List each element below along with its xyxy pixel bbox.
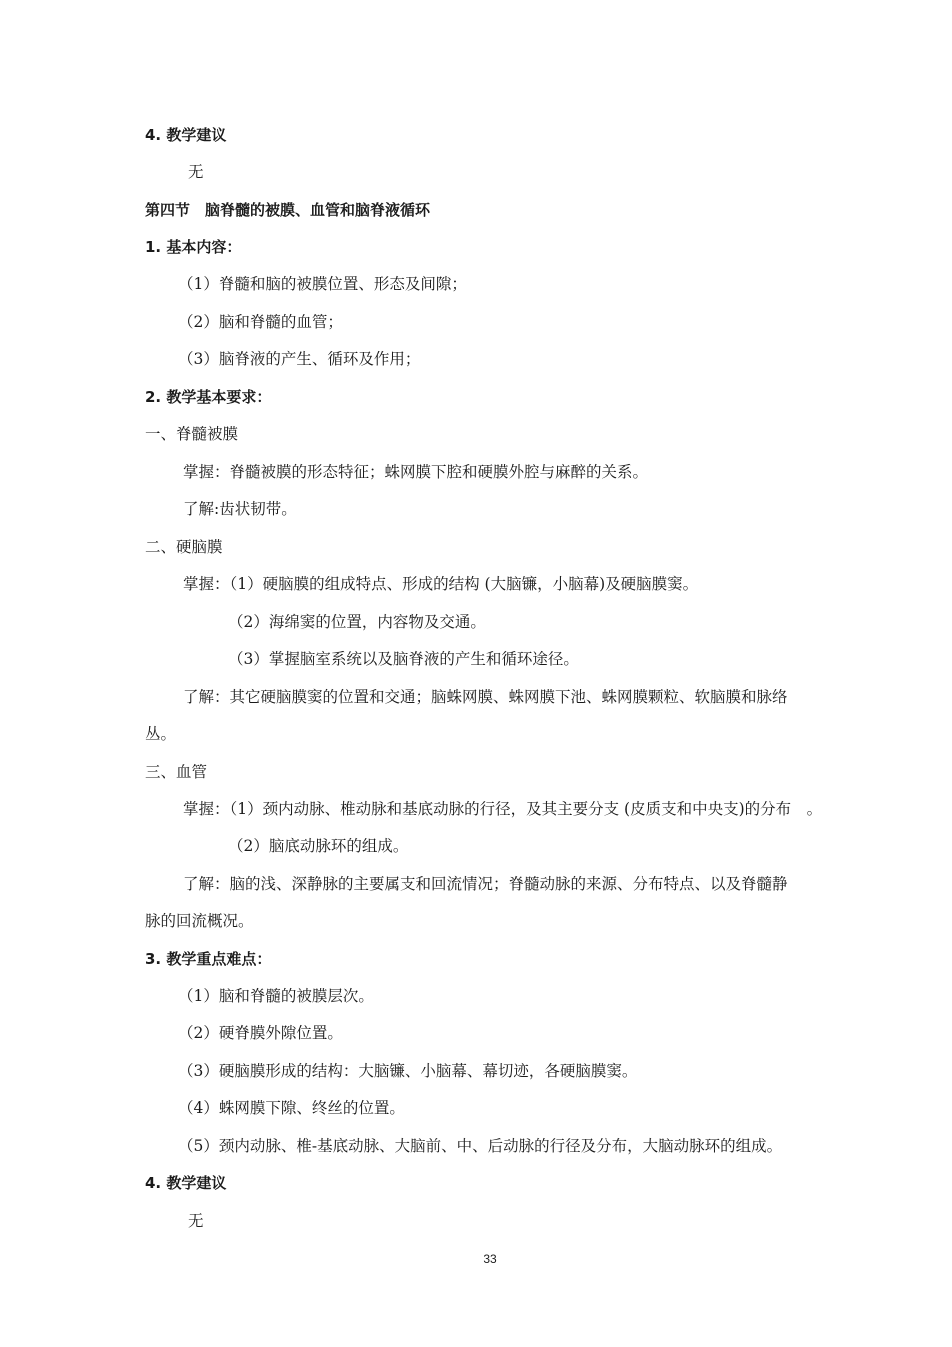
prev-suggestion-heading: 4. 教学建议 — [145, 126, 227, 144]
spinal-membrane-title: 一、脊髓被膜 — [145, 425, 239, 443]
vessels-title: 三、血管 — [145, 763, 208, 781]
prev-suggestion-text: 无 — [188, 163, 204, 181]
basic-content-item-1: （1）脊髓和脑的被膜位置、形态及间隙； — [178, 275, 467, 293]
dura-mater-understand-line-2: 丛。 — [145, 725, 177, 743]
dura-mater-title: 二、硬脑膜 — [145, 538, 223, 556]
suggestion-heading: 4. 教学建议 — [145, 1174, 227, 1192]
dura-mater-understand-line-1: 了解：其它硬脑膜窦的位置和交通；脑蛛网膜、蛛网膜下池、蛛网膜颗粒、软脑膜和脉络 — [183, 688, 788, 706]
vessels-master-2: （2）脑底动脉环的组成。 — [228, 837, 409, 855]
section-title: 第四节 脑脊髓的被膜、血管和脑脊液循环 — [145, 201, 431, 219]
spinal-membrane-master: 掌握：脊髓被膜的形态特征；蛛网膜下腔和硬膜外腔与麻醉的关系。 — [183, 463, 649, 481]
basic-content-heading: 1. 基本内容： — [145, 238, 242, 256]
page-number: 33 — [483, 1252, 497, 1266]
key-points-heading: 3. 教学重点难点： — [145, 950, 272, 968]
basic-content-item-2: （2）脑和脊髓的血管； — [178, 313, 343, 331]
basic-content-item-3: （3）脑脊液的产生、循环及作用； — [178, 350, 421, 368]
key-point-5: （5）颈内动脉、椎-基底动脉、大脑前、中、后动脉的行径及分布，大脑动脉环的组成。 — [178, 1137, 783, 1155]
requirements-heading: 2. 教学基本要求： — [145, 388, 272, 406]
dura-mater-master-1: 掌握：（1）硬脑膜的组成特点、形成的结构 (大脑镰，小脑幕)及硬脑膜窦。 — [183, 575, 699, 593]
dura-mater-master-2: （2）海绵窦的位置，内容物及交通。 — [228, 613, 486, 631]
key-point-3: （3）硬脑膜形成的结构：大脑镰、小脑幕、幕切迹，各硬脑膜窦。 — [178, 1062, 638, 1080]
key-point-4: （4）蛛网膜下隙、终丝的位置。 — [178, 1099, 405, 1117]
key-point-2: （2）硬脊膜外隙位置。 — [178, 1024, 343, 1042]
vessels-understand-line-1: 了解：脑的浅、深静脉的主要属支和回流情况；脊髓动脉的来源、分布特点、以及脊髓静 — [183, 875, 788, 893]
dura-mater-master-3: （3）掌握脑室系统以及脑脊液的产生和循环途径。 — [228, 650, 579, 668]
suggestion-text: 无 — [188, 1212, 204, 1230]
spinal-membrane-understand: 了解:齿状韧带。 — [183, 500, 297, 518]
vessels-master-1: 掌握：（1）颈内动脉、椎动脉和基底动脉的行径，及其主要分支 (皮质支和中央支)的分布 。 — [183, 800, 823, 818]
vessels-understand-line-2: 脉的回流概况。 — [145, 912, 254, 930]
key-point-1: （1）脑和脊髓的被膜层次。 — [178, 987, 374, 1005]
